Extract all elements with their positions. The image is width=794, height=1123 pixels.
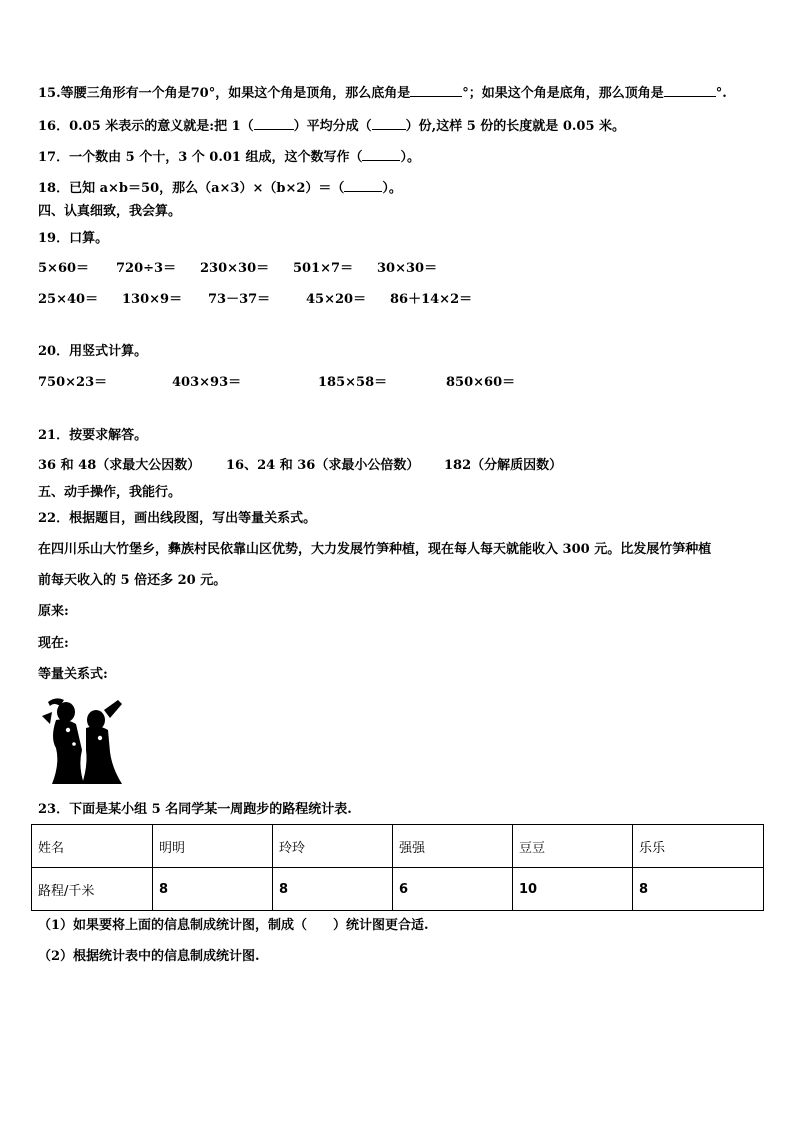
q19-item: 86＋14×2＝ [390,292,473,307]
q16-text-c: ）份,这样 5 份的长度就是 0.05 米。 [405,119,626,134]
question-18 [38,177,402,198]
q16-text-a: 16．0.05 米表示的意义就是:把 1（ [38,119,254,134]
q20-item: 185×58＝ [318,375,388,390]
q18-text-a: 18．已知 a×b＝50，那么（a×3）×（b×2）＝（ [38,181,345,196]
q19-item: 5×60＝ [38,261,90,276]
q19-item: 130×9＝ [122,292,183,307]
table-header-row [32,825,764,868]
q19-item: 501×7＝ [293,261,354,276]
q17-text-a: 17．一个数由 5 个十，3 个 0.01 组成，这个数写作（ [38,150,363,165]
table-cell: 8 [153,868,273,911]
q15-text-b: °；如果这个角是底角，那么顶角是 [462,86,664,101]
q16-blank-1 [254,115,294,130]
question-19-title: 19．口算。 [38,231,109,246]
q19-item: 73－37＝ [208,292,271,307]
q19-item: 30×30＝ [377,261,438,276]
q18-text-b: ）。 [382,181,402,196]
q19-item: 45×20＝ [306,292,367,307]
q17-text-b: ）。 [400,150,420,165]
table-row-label: 路程/千米 [32,868,153,911]
q22-before-label: 原来: [38,604,69,619]
q17-blank [362,146,400,161]
q19-item: 720÷3＝ [116,261,177,276]
q20-item: 750×23＝ [38,375,108,390]
q22-relation-label: 等量关系式: [38,667,108,682]
table-row [32,868,764,911]
q15-text-c: °. [715,86,727,101]
q21-item: 36 和 48（求最大公因数） [38,458,201,473]
q22-text-line-1: 在四川乐山大竹堡乡，彝族村民依靠山区优势，大力发展竹笋种植，现在每人每天就能收入 300 元。比发展竹笋种植 [38,542,712,557]
question-16 [38,115,625,136]
running-distance-table [31,824,764,911]
q15-blank-2 [664,82,716,97]
table-cell: 6 [393,868,513,911]
section-5-heading: 五、动手操作，我能行。 [38,485,182,500]
q23-subquestion-2: （2）根据统计表中的信息制成统计图. [38,949,260,964]
q20-item: 850×60＝ [446,375,516,390]
silhouette-figures-icon [38,694,128,786]
table-cell: 8 [633,868,764,911]
question-15 [38,82,727,103]
table-header-cell: 强强 [393,825,513,868]
q15-text-a: 15.等腰三角形有一个角是70°，如果这个角是顶角，那么底角是 [38,86,411,101]
q16-blank-2 [372,115,406,130]
q22-now-label: 现在: [38,636,69,651]
section-4-heading: 四、认真细致，我会算。 [38,204,182,219]
table-header-cell: 姓名 [32,825,153,868]
table-header-cell: 明明 [153,825,273,868]
q15-blank-1 [410,82,462,97]
q21-item: 182（分解质因数） [444,458,563,473]
question-17 [38,146,420,167]
table-header-cell: 乐乐 [633,825,764,868]
q16-text-b: ）平均分成（ [293,119,372,134]
question-23-title: 23．下面是某小组 5 名同学某一周跑步的路程统计表. [38,802,352,817]
q22-text-line-2: 前每天收入的 5 倍还多 20 元。 [38,573,227,588]
table-header-cell: 玲玲 [273,825,393,868]
table-cell: 8 [273,868,393,911]
question-20-title: 20．用竖式计算。 [38,344,148,359]
table-header-cell: 豆豆 [513,825,633,868]
q18-blank [344,177,382,192]
q19-item: 25×40＝ [38,292,99,307]
q19-item: 230×30＝ [200,261,270,276]
question-22-title: 22．根据题目，画出线段图，写出等量关系式。 [38,511,317,526]
q20-item: 403×93＝ [172,375,242,390]
q23-subquestion-1: （1）如果要将上面的信息制成统计图，制成（ ）统计图更合适. [38,918,429,933]
table-cell: 10 [513,868,633,911]
q21-item: 16、24 和 36（求最小公倍数） [226,458,420,473]
question-21-title: 21．按要求解答。 [38,428,148,443]
